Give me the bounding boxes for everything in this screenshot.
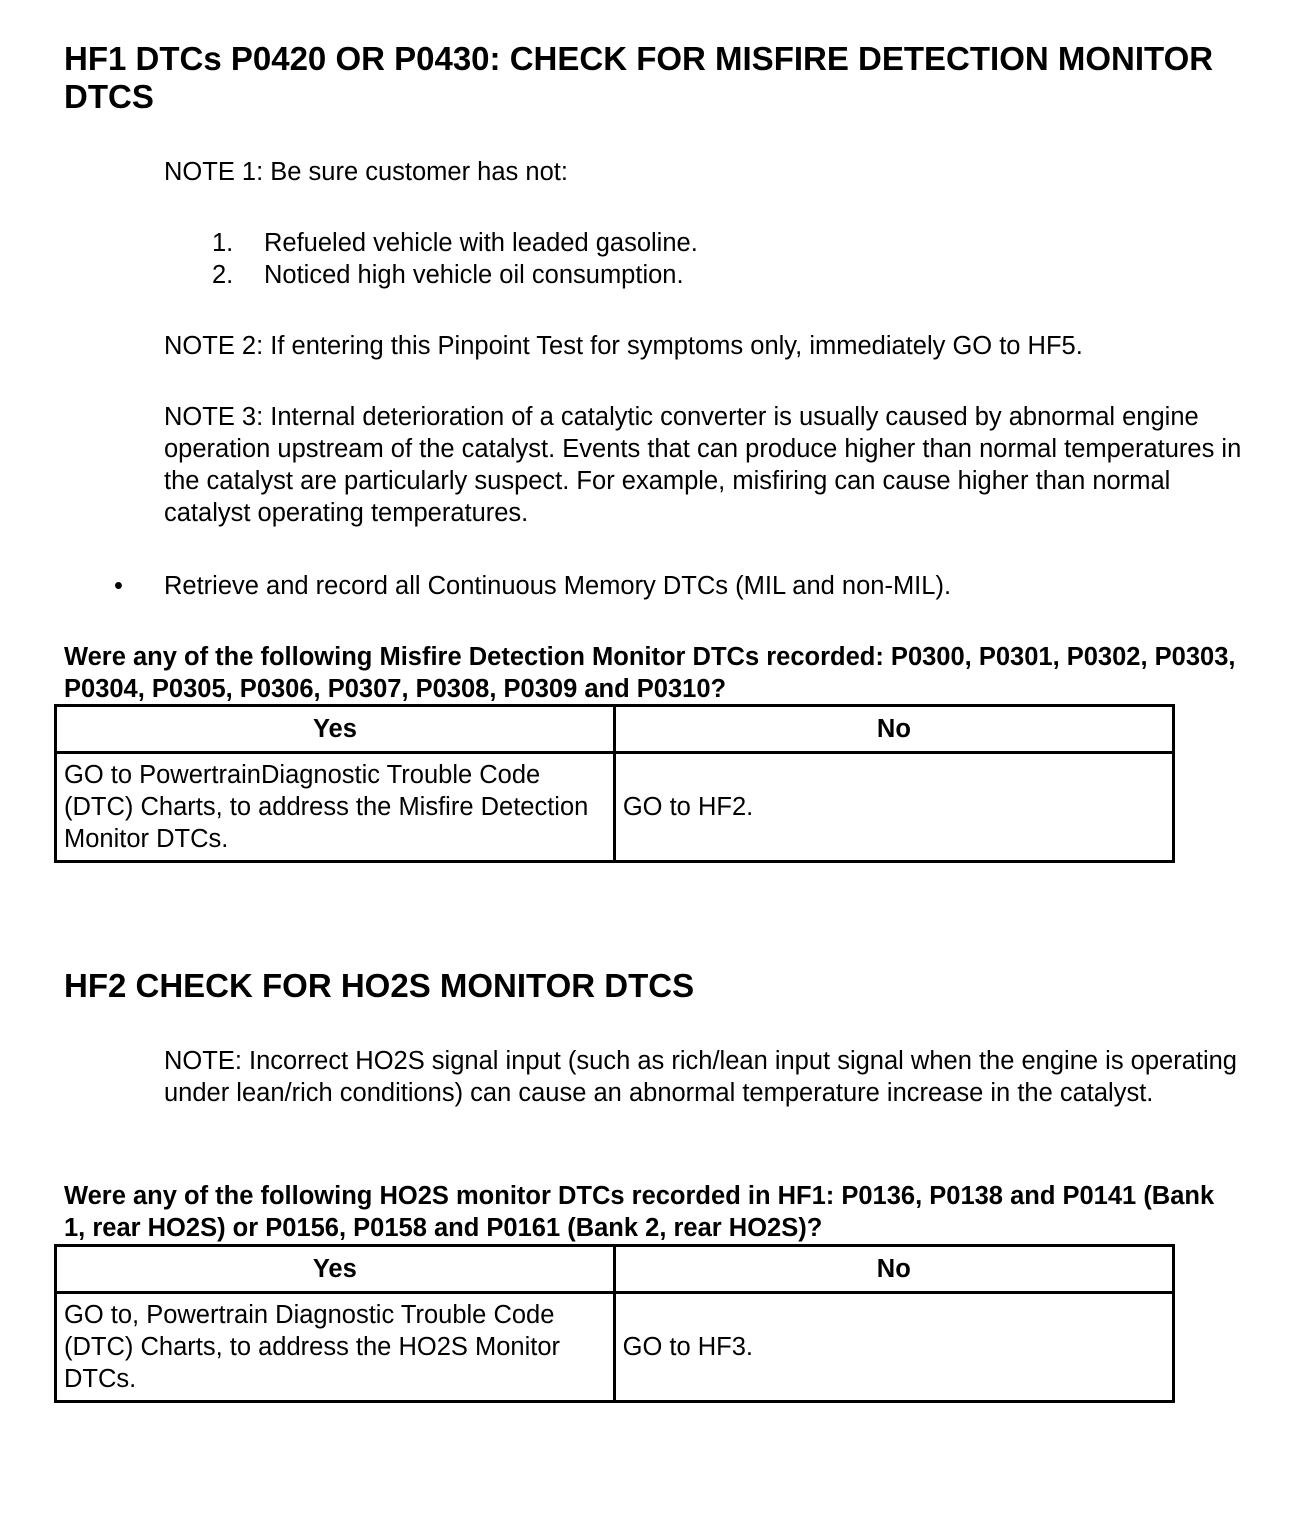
- no-action-cell: GO to HF3.: [614, 1293, 1173, 1402]
- yes-action-cell: GO to PowertrainDiagnostic Trouble Code (DTC) Charts, to address the Misfire Detection Monitor DTCs.: [56, 753, 615, 862]
- hf2-title: HF2 CHECK FOR HO2S MONITOR DTCS: [64, 967, 695, 1004]
- bullet-icon: •: [114, 572, 123, 600]
- hf2-decision-table: [54, 1244, 1175, 1403]
- hf2-note: NOTE: Incorrect HO2S signal input (such as rich/lean input signal when the engine is operating under lean/rich conditions) can cause an abnormal temperature increase in the catalyst.: [164, 1047, 1237, 1107]
- list-item: [212, 227, 698, 259]
- yes-column-header: Yes: [56, 1246, 615, 1293]
- hf1-bullet-text: Retrieve and record all Continuous Memory DTCs (MIL and non-MIL).: [164, 572, 952, 600]
- hf1-note3: NOTE 3: Internal deterioration of a catalytic converter is usually caused by abnormal engine operation upstream of the catalyst. Events that can produce higher than normal temperatures in the catalyst are particularly suspect. For example, misfiring can cause higher than normal catalyst operating temperatures.: [164, 403, 1242, 527]
- table-header-row: [56, 706, 1174, 753]
- hf2-question: Were any of the following HO2S monitor DTCs recorded in HF1: P0136, P0138 and P0141 (Bank 1, rear HO2S) or P0156, P0158 and P0161 (Bank 2, rear HO2S)?: [64, 1182, 1215, 1242]
- hf1-note1-list: [212, 227, 698, 291]
- hf1-note2: NOTE 2: If entering this Pinpoint Test for symptoms only, immediately GO to HF5.: [164, 332, 1083, 360]
- yes-action-cell: GO to, Powertrain Diagnostic Trouble Code (DTC) Charts, to address the HO2S Monitor DTCs.: [56, 1293, 615, 1402]
- hf1-decision-table: [54, 704, 1175, 863]
- list-item-text: Refueled vehicle with leaded gasoline.: [264, 229, 698, 257]
- table-header-row: [56, 1246, 1174, 1293]
- list-item: [212, 259, 698, 291]
- table-row: [56, 753, 1174, 862]
- hf1-note1-intro: NOTE 1: Be sure customer has not:: [164, 158, 568, 186]
- no-action-cell: GO to HF2.: [614, 753, 1173, 862]
- list-item-text: Noticed high vehicle oil consumption.: [264, 261, 684, 289]
- no-column-header: No: [614, 1246, 1173, 1293]
- hf1-title: HF1 DTCs P0420 OR P0430: CHECK FOR MISFIRE DETECTION MONITOR DTCS: [64, 40, 1214, 115]
- table-row: [56, 1293, 1174, 1402]
- list-item-number: 1.: [212, 229, 234, 257]
- no-column-header: No: [614, 706, 1173, 753]
- yes-column-header: Yes: [56, 706, 615, 753]
- hf1-question: Were any of the following Misfire Detection Monitor DTCs recorded: P0300, P0301, P0302, P0303, P0304, P0305, P0306, P0307, P0308, P0309 and P0310?: [64, 643, 1236, 703]
- list-item-number: 2.: [212, 261, 234, 289]
